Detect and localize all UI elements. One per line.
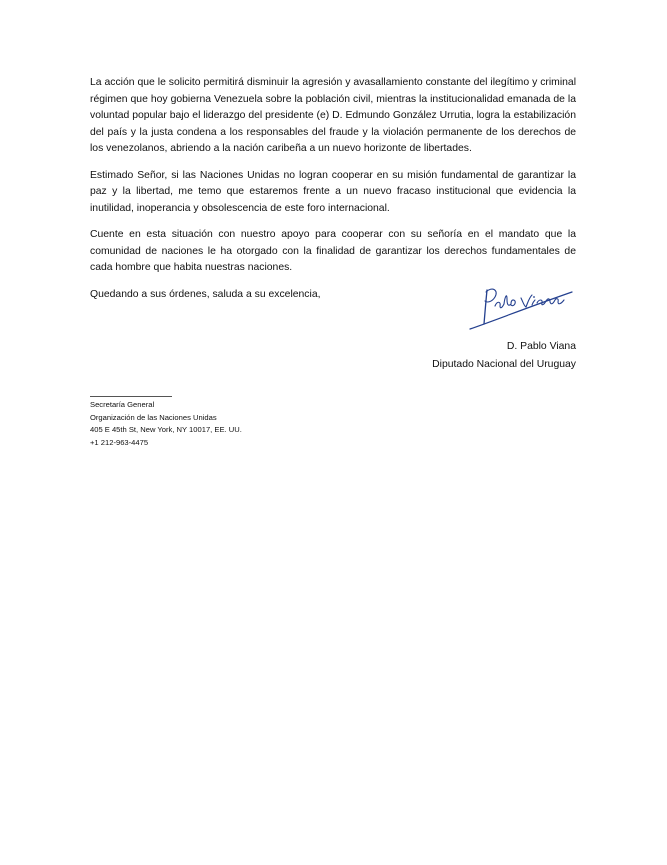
signer-name: D. Pablo Viana xyxy=(506,341,576,352)
signer-title: Diputado Nacional del Uruguay xyxy=(432,359,576,370)
letter-body xyxy=(90,75,576,303)
footer-divider xyxy=(90,396,172,397)
footer-line-phone: +1 212-963-4475 xyxy=(90,437,149,447)
signer-block xyxy=(432,338,576,374)
footer-line-address: 405 E 45th St, New York, NY 10017, EE. UU. xyxy=(90,425,242,435)
body-paragraph-3: Cuente en esta situación con nuestro apoyo para cooperar con su señoría en el mandato que la comunidad de naciones le ha otorgado con la finalidad de garantizar los derechos fundamentales de cada hombre que habita nuestras naciones. xyxy=(90,229,576,273)
footer-line-organization: Organización de las Naciones Unidas xyxy=(90,412,217,422)
body-paragraph-2: Estimado Señor, si las Naciones Unidas no logran cooperar en su misión fundamental de garantizar la paz y la libertad, me temo que estaremos frente a un nuevo fracaso institucional que evidencia la inutilidad, inoperancia y obsolescencia de este foro internacional. xyxy=(90,169,576,214)
footer-line-department: Secretaría General xyxy=(90,400,155,409)
recipient-footer xyxy=(90,399,242,449)
body-paragraph-1: La acción que le solicito permitirá disminuir la agresión y avasallamiento constante del ilegítimo y criminal régimen que hoy gobierna Venezuela sobre la población civil, mientras la institucionalidad emanada de la voluntad popular bajo el liderazgo del presidente (e) D. Edmundo González Urrutia, logra la estabilización del país y la justa condena a los responsables del fraude y la violación permanente de los derechos de los venezolanos, abriendo a la nación caribeña a un nuevo horizonte de libertades. xyxy=(90,77,576,154)
closing-line: Quedando a sus órdenes, saluda a su excelencia, xyxy=(90,288,321,300)
handwritten-signature xyxy=(466,284,576,334)
